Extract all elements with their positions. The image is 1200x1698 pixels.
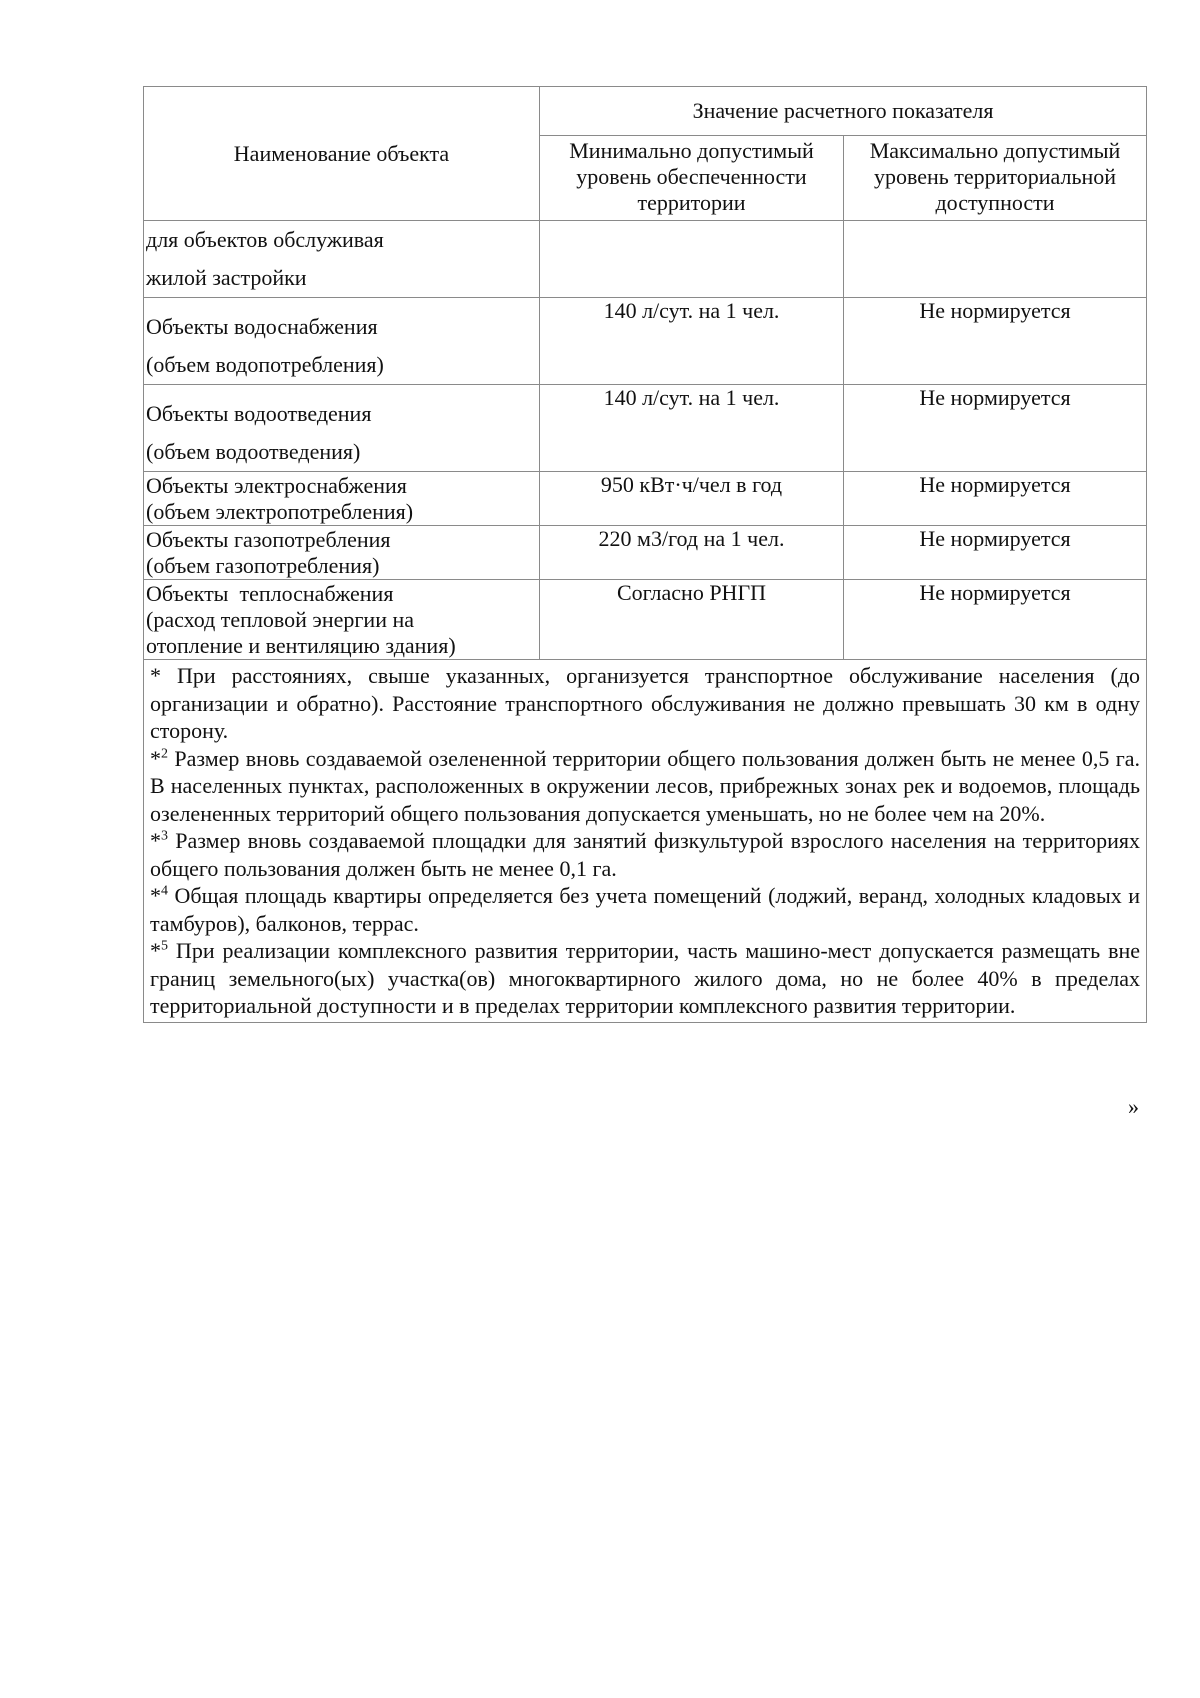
row-max-value: Не нормируется bbox=[844, 385, 1147, 472]
row-min-value bbox=[540, 221, 844, 298]
row-name-line: отопление и вентиляцию здания) bbox=[146, 633, 456, 658]
row-name-line: Объекты водоснабжения bbox=[146, 314, 378, 339]
row-min-value: 950 кВт·ч/чел в год bbox=[540, 472, 844, 526]
row-max-value: Не нормируется bbox=[844, 526, 1147, 580]
footnote-number: 3 bbox=[161, 828, 168, 844]
row-name-line: Объекты газопотребления bbox=[146, 527, 391, 552]
footnote-mark: * bbox=[150, 828, 161, 853]
row-min-value: Согласно РНГП bbox=[540, 580, 844, 660]
footnote-number: 2 bbox=[161, 746, 168, 762]
notes-row bbox=[144, 660, 1147, 1023]
row-name-line: (объем электропотребления) bbox=[146, 499, 414, 524]
table-row bbox=[144, 472, 1147, 526]
row-name-line: Объекты электроснабжения bbox=[146, 473, 407, 498]
row-name-line: (расход тепловой энергии на bbox=[146, 607, 415, 632]
header-min-level: Минимально допустимый уровень обеспеченности территории bbox=[540, 136, 844, 221]
row-name-line: для объектов обслуживая bbox=[146, 227, 384, 252]
footnote-text: При реализации комплексного развития территории, часть машино-мест допускается размещать вне границ земельного(ых) участка(ов) многоквартирного жилого дома, но не более 40% в пределах территориальной доступности и в пределах территории комплексного развития территории. bbox=[150, 938, 1141, 1018]
header-indicator-value: Значение расчетного показателя bbox=[540, 87, 1147, 136]
footnote bbox=[150, 882, 1140, 937]
footnote bbox=[150, 937, 1140, 1020]
row-name-line: Объекты теплоснабжения bbox=[146, 581, 394, 606]
footnote-mark: * bbox=[150, 663, 161, 688]
footnotes bbox=[144, 660, 1147, 1023]
footnote-text: Размер вновь создаваемой площадки для занятий физкультурой взрослого населения на территориях общего пользования должен быть не менее 0,1 га. bbox=[150, 828, 1141, 881]
footnote-text: При расстояниях, свыше указанных, организуется транспортное обслуживание населения (до организации и обратно). Расстояние транспортного обслуживания не должно превышать 30 км в одну сторону. bbox=[150, 663, 1141, 743]
footnote bbox=[150, 662, 1140, 745]
footnote bbox=[150, 827, 1140, 882]
header-max-access: Максимально допустимый уровень территориальной доступности bbox=[844, 136, 1147, 221]
row-max-value: Не нормируется bbox=[844, 298, 1147, 385]
row-name-line: (объем газопотребления) bbox=[146, 553, 380, 578]
row-min-value: 140 л/сут. на 1 чел. bbox=[540, 298, 844, 385]
footnote-text: Общая площадь квартиры определяется без учета помещений (лоджий, веранд, холодных кладовых и тамбуров), балконов, террас. bbox=[150, 883, 1141, 936]
footnote-number: 4 bbox=[161, 883, 168, 899]
table-row bbox=[144, 298, 1147, 385]
norms-table bbox=[143, 86, 1147, 1023]
table-row bbox=[144, 385, 1147, 472]
table-row bbox=[144, 580, 1147, 660]
row-name bbox=[144, 472, 540, 526]
row-name bbox=[144, 298, 540, 385]
closing-quote: » bbox=[1128, 1094, 1139, 1119]
row-name bbox=[144, 580, 540, 660]
row-name bbox=[144, 526, 540, 580]
row-name bbox=[144, 385, 540, 472]
footnote bbox=[150, 745, 1140, 828]
row-max-value: Не нормируется bbox=[844, 472, 1147, 526]
header-object-name: Наименование объекта bbox=[144, 87, 540, 221]
footnote-number: 5 bbox=[161, 938, 168, 954]
footnote-mark: * bbox=[150, 745, 161, 771]
table-row bbox=[144, 526, 1147, 580]
row-max-value: Не нормируется bbox=[844, 580, 1147, 660]
row-min-value: 220 м3/год на 1 чел. bbox=[540, 526, 844, 580]
footnote-text: Размер вновь создаваемой озелененной территории общего пользования должен быть не менее 0,5 га. В населенных пунктах, расположенных в окружении лесов, прибрежных зонах рек и водоемов, площадь озелененных территорий общего пользования допускается уменьшать, но не более чем на 20%. bbox=[150, 745, 1141, 826]
row-name-line: (объем водопотребления) bbox=[146, 352, 384, 377]
row-min-value: 140 л/сут. на 1 чел. bbox=[540, 385, 844, 472]
row-name-line: жилой застройки bbox=[146, 265, 307, 290]
row-max-value bbox=[844, 221, 1147, 298]
footnote-mark: * bbox=[150, 883, 161, 908]
row-name-line: Объекты водоотведения bbox=[146, 401, 372, 426]
table-row bbox=[144, 221, 1147, 298]
row-name bbox=[144, 221, 540, 298]
row-name-line: (объем водоотведения) bbox=[146, 439, 361, 464]
footnote-mark: * bbox=[150, 938, 161, 963]
